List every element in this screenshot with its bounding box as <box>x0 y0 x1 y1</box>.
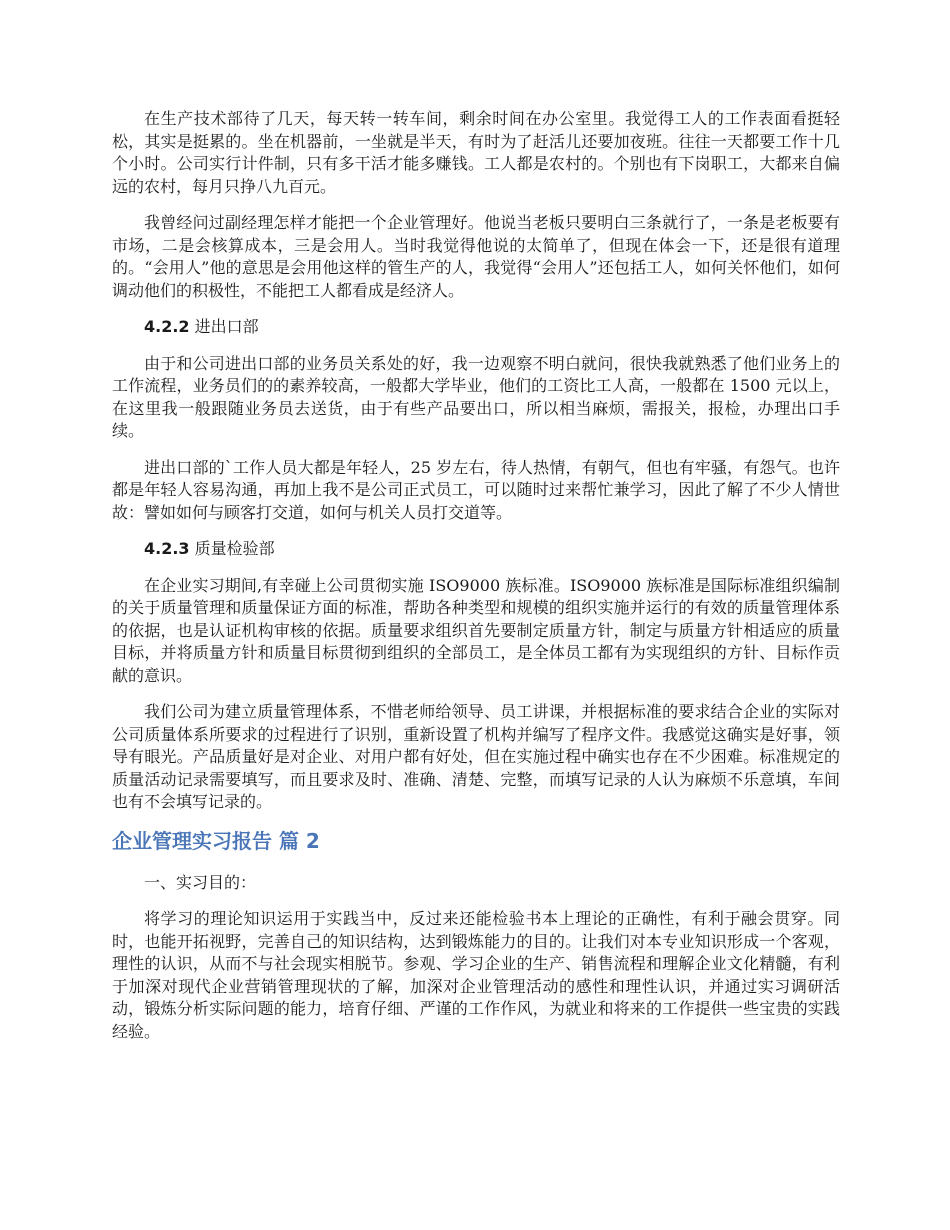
paragraph-internship-purpose-heading: 一、实习目的： <box>144 872 257 892</box>
subheading-label: 质量检验部 <box>189 539 275 558</box>
subheading-number: 4.2.2 <box>144 317 190 336</box>
paragraph-import-export-staff: 进出口部的`工作人员大都是年轻人，25 岁左右，待人热情，有朝气，但也有牢骚，有怨气。也许都是年轻人容易沟通，再加上我不是公司正式员工，可以随时过来帮忙兼学习，因此了解了不少人情世故：譬如如何与顾客打交道，如何与机关人员打交道等。 <box>112 457 840 522</box>
subheading-quality-inspection <box>112 538 840 561</box>
paragraph-management-advice: 我曾经问过副经理怎样才能把一个企业管理好。他说当老板只要明白三条就行了，一条是老板要有市场，二是会核算成本，三是会用人。当时我觉得他说的太简单了，但现在体会一下，还是很有道理的。“会用人”他的意思是会用他这样的管生产的人，我觉得“会用人”还包括工人，如何关怀他们，如何调动他们的积极性，不能把工人都看成是经济人。 <box>112 213 840 300</box>
paragraph-production-dept: 在生产技术部待了几天，每天转一转车间，剩余时间在办公室里。我觉得工人的工作表面看挺轻松，其实是挺累的。坐在机器前，一坐就是半天，有时为了赶活儿还要加夜班。往往一天都要工作十几个小时。公司实行计件制，只有多干活才能多赚钱。工人都是农村的。个别也有下岗职工，大都来自偏远的农村，每月只挣八九百元。 <box>112 109 840 196</box>
subheading-import-export <box>112 316 840 339</box>
paragraph-internship-purpose: 将学习的理论知识运用于实践当中，反过来还能检验书本上理论的正确性，有利于融会贯穿。同时，也能开拓视野，完善自己的知识结构，达到锻炼能力的目的。让我们对本专业知识形成一个客观，理性的认识，从而不与社会现实相脱节。参观、学习企业的生产、销售流程和理解企业文化精髓，有利于加深对现代企业营销管理现状的了解，加深对企业管理活动的感性和理性认识，并通过实习调研活动，锻炼分析实际问题的能力，培育仔细、严谨的工作作风，为就业和将来的工作提供一些宝贵的实践经验。 <box>112 909 840 1041</box>
section-title-report-2: 企业管理实习报告 篇 2 <box>112 828 320 853</box>
paragraph-import-export-workflow: 由于和公司进出口部的业务员关系处的好，我一边观察不明白就问，很快我就熟悉了他们业务上的工作流程，业务员们的的素养较高，一般都大学毕业，他们的工资比工人高，一般都在 1500 元以上，在这里我一般跟随业务员去送货，由于有些产品要出口，所以相当麻烦，需报关，报检，办理出口手续。 <box>112 353 840 440</box>
document-page <box>112 108 840 1057</box>
subheading-number: 4.2.3 <box>144 539 190 558</box>
subheading-label: 进出口部 <box>189 317 259 336</box>
paragraph-iso9000: 在企业实习期间,有幸碰上公司贯彻实施 ISO9000 族标准。ISO9000 族标准是国际标准组织编制的关于质量管理和质量保证方面的标准，帮助各种类型和规模的组织实施并运行的有效的质量管理体系的依据，也是认证机构审核的依据。质量要求组织首先要制定质量方针，制定与质量方针相适应的质量目标，并将质量方针和质量目标贯彻到组织的全部员工，是全体员工都有为实现组织的方针、目标作贡献的意识。 <box>112 575 840 685</box>
paragraph-quality-system: 我们公司为建立质量管理体系，不惜老师给领导、员工讲课，并根据标准的要求结合企业的实际对公司质量体系所要求的过程进行了识别，重新设置了机构并编写了程序文件。我感觉这确实是好事，领导有眼光。产品质量好是对企业、对用户都有好处，但在实施过程中确实也存在不少困难。标准规定的质量活动记录需要填写，而且要求及时、准确、清楚、完整，而填写记录的人认为麻烦不乐意填，车间也有不会填写记录的。 <box>112 702 840 811</box>
